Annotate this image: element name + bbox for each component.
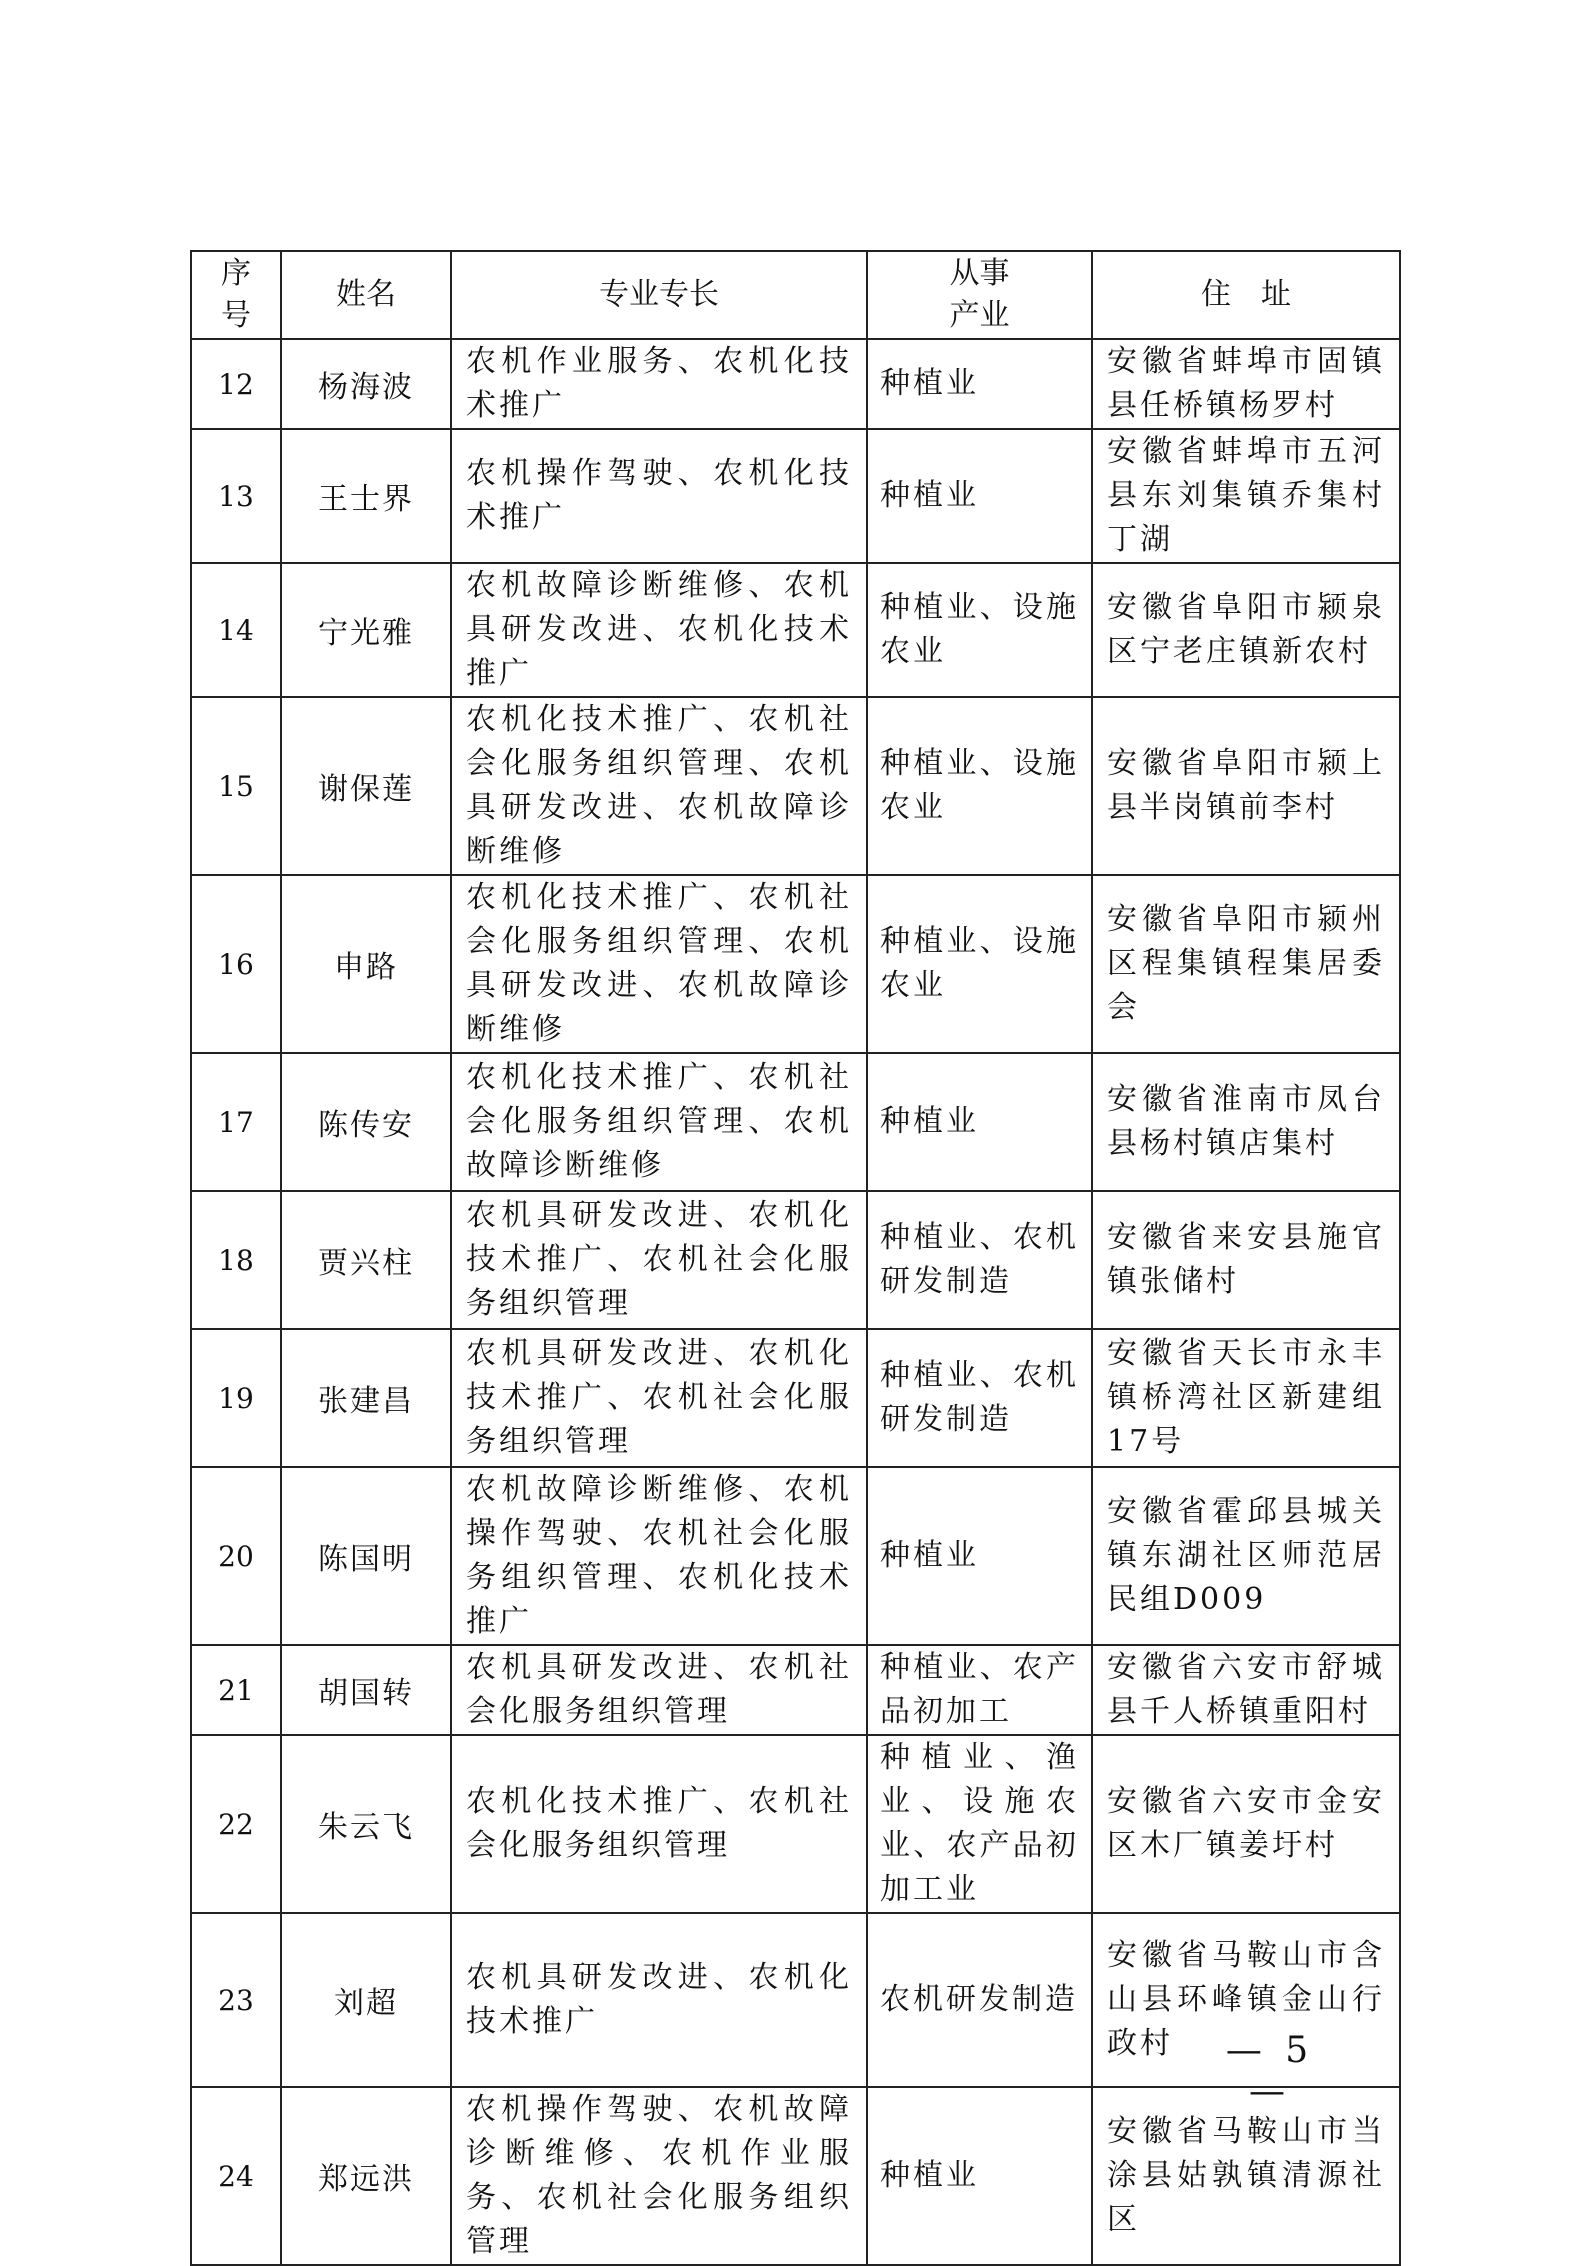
row-name: 陈传安 xyxy=(281,1053,451,1191)
row-name: 刘超 xyxy=(281,1913,451,2087)
header-address: 住 址 xyxy=(1092,251,1400,339)
row-industry: 种植业 xyxy=(867,2087,1092,2265)
row-number: 19 xyxy=(191,1329,281,1467)
row-specialty: 农机具研发改进、农机化技术推广、农机社会化服务组织管理 xyxy=(451,1191,867,1329)
row-industry: 种植业、渔业、设施农业、农产品初加工业 xyxy=(867,1735,1092,1913)
row-name: 陈国明 xyxy=(281,1467,451,1645)
row-number: 20 xyxy=(191,1467,281,1645)
header-seq-line1: 序 xyxy=(221,256,251,291)
table-row xyxy=(191,1191,1400,1329)
row-name: 胡国转 xyxy=(281,1645,451,1735)
row-name: 杨海波 xyxy=(281,339,451,429)
row-specialty: 农机化技术推广、农机社会化服务组织管理、农机具研发改进、农机故障诊断维修 xyxy=(451,875,867,1053)
header-industry-line2: 产业 xyxy=(949,298,1010,333)
row-number: 14 xyxy=(191,563,281,697)
row-specialty: 农机作业服务、农机化技术推广 xyxy=(451,339,867,429)
table-row xyxy=(191,1735,1400,1913)
row-name: 朱云飞 xyxy=(281,1735,451,1913)
row-specialty: 农机化技术推广、农机社会化服务组织管理、农机具研发改进、农机故障诊断维修 xyxy=(451,697,867,875)
row-industry: 种植业、设施农业 xyxy=(867,875,1092,1053)
row-number: 17 xyxy=(191,1053,281,1191)
table-row xyxy=(191,429,1400,563)
row-number: 24 xyxy=(191,2087,281,2265)
row-address: 安徽省阜阳市颍泉区宁老庄镇新农村 xyxy=(1092,563,1400,697)
row-number: 23 xyxy=(191,1913,281,2087)
row-industry: 种植业 xyxy=(867,1467,1092,1645)
row-name: 张建昌 xyxy=(281,1329,451,1467)
row-address: 安徽省马鞍山市当涂县姑孰镇清源社区 xyxy=(1092,2087,1400,2265)
row-specialty: 农机故障诊断维修、农机具研发改进、农机化技术推广 xyxy=(451,563,867,697)
row-address: 安徽省六安市金安区木厂镇姜圩村 xyxy=(1092,1735,1400,1913)
row-industry: 种植业、农产品初加工 xyxy=(867,1645,1092,1735)
row-address: 安徽省蚌埠市五河县东刘集镇乔集村丁湖 xyxy=(1092,429,1400,563)
table-row xyxy=(191,339,1400,429)
header-specialty: 专业专长 xyxy=(451,251,867,339)
row-number: 21 xyxy=(191,1645,281,1735)
row-industry: 种植业、农机研发制造 xyxy=(867,1329,1092,1467)
row-specialty: 农机操作驾驶、农机故障诊断维修、农机作业服务、农机社会化服务组织管理 xyxy=(451,2087,867,2265)
header-name: 姓名 xyxy=(281,251,451,339)
page-number: — 5 — xyxy=(1225,2030,1315,2112)
row-address: 安徽省阜阳市颍上县半岗镇前李村 xyxy=(1092,697,1400,875)
row-address: 安徽省六安市舒城县千人桥镇重阳村 xyxy=(1092,1645,1400,1735)
row-number: 18 xyxy=(191,1191,281,1329)
table-row xyxy=(191,1645,1400,1735)
row-name: 郑远洪 xyxy=(281,2087,451,2265)
row-specialty: 农机具研发改进、农机社会化服务组织管理 xyxy=(451,1645,867,1735)
table-row xyxy=(191,1329,1400,1467)
row-name: 谢保莲 xyxy=(281,697,451,875)
row-industry: 种植业 xyxy=(867,429,1092,563)
table-row xyxy=(191,563,1400,697)
row-industry: 种植业、设施农业 xyxy=(867,563,1092,697)
row-address: 安徽省来安县施官镇张储村 xyxy=(1092,1191,1400,1329)
row-industry: 种植业 xyxy=(867,339,1092,429)
header-seq xyxy=(191,251,281,339)
row-address: 安徽省蚌埠市固镇县任桥镇杨罗村 xyxy=(1092,339,1400,429)
row-number: 22 xyxy=(191,1735,281,1913)
row-industry: 种植业、农机研发制造 xyxy=(867,1191,1092,1329)
row-address: 安徽省霍邱县城关镇东湖社区师范居民组D009 xyxy=(1092,1467,1400,1645)
row-name: 贾兴柱 xyxy=(281,1191,451,1329)
row-specialty: 农机故障诊断维修、农机操作驾驶、农机社会化服务组织管理、农机化技术推广 xyxy=(451,1467,867,1645)
row-number: 15 xyxy=(191,697,281,875)
table-row xyxy=(191,697,1400,875)
row-industry: 种植业、设施农业 xyxy=(867,697,1092,875)
row-address: 安徽省天长市永丰镇桥湾社区新建组17号 xyxy=(1092,1329,1400,1467)
row-address: 安徽省淮南市凤台县杨村镇店集村 xyxy=(1092,1053,1400,1191)
table-row xyxy=(191,875,1400,1053)
row-number: 13 xyxy=(191,429,281,563)
header-industry xyxy=(867,251,1092,339)
table-header-row xyxy=(191,251,1400,339)
row-address: 安徽省阜阳市颍州区程集镇程集居委会 xyxy=(1092,875,1400,1053)
row-specialty: 农机操作驾驶、农机化技术推广 xyxy=(451,429,867,563)
table-row xyxy=(191,1467,1400,1645)
row-industry: 农机研发制造 xyxy=(867,1913,1092,2087)
row-industry: 种植业 xyxy=(867,1053,1092,1191)
row-address: 安徽省马鞍山市含山县环峰镇金山行政村 xyxy=(1092,1913,1400,2087)
row-name: 申路 xyxy=(281,875,451,1053)
table-row xyxy=(191,1053,1400,1191)
row-name: 王士界 xyxy=(281,429,451,563)
expert-list-table xyxy=(190,250,1401,2266)
row-specialty: 农机具研发改进、农机化技术推广、农机社会化服务组织管理 xyxy=(451,1329,867,1467)
row-name: 宁光雅 xyxy=(281,563,451,697)
row-number: 16 xyxy=(191,875,281,1053)
header-industry-line1: 从事 xyxy=(949,256,1010,291)
row-number: 12 xyxy=(191,339,281,429)
row-specialty: 农机化技术推广、农机社会化服务组织管理、农机故障诊断维修 xyxy=(451,1053,867,1191)
header-seq-line2: 号 xyxy=(221,298,251,333)
row-specialty: 农机具研发改进、农机化技术推广 xyxy=(451,1913,867,2087)
row-specialty: 农机化技术推广、农机社会化服务组织管理 xyxy=(451,1735,867,1913)
table-row xyxy=(191,2087,1400,2265)
